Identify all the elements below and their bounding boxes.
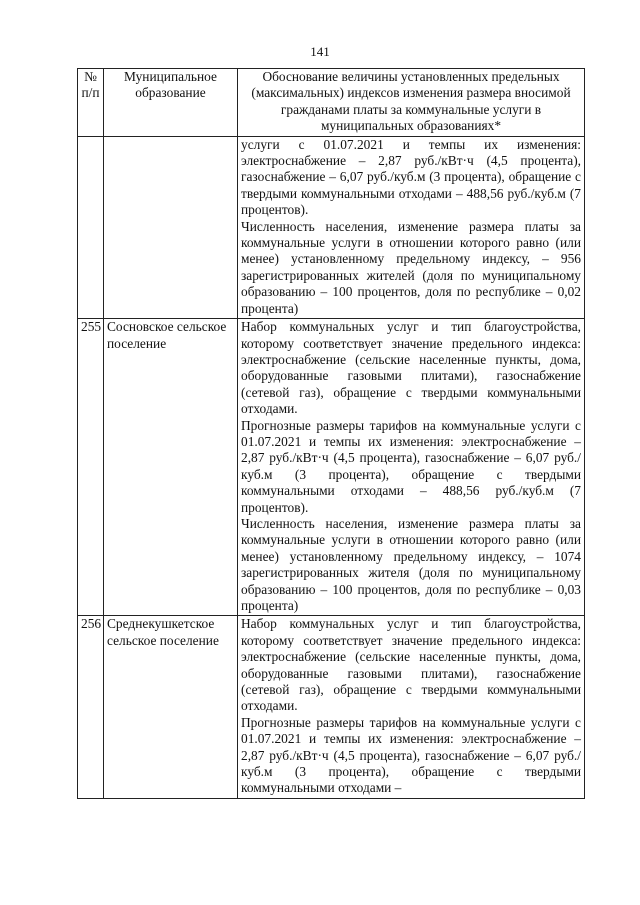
justification-paragraph: услуги с 01.07.2021 и темпы их изменения: электроснабжение – 2,87 руб./кВт·ч (4,5 процента), газоснабжение – 6,07 руб./куб.м (3 процента), обращение с твердыми коммунальными отходами – 488,56 руб./куб.м (7 процентов). <box>241 136 581 218</box>
municipality-name <box>104 136 238 318</box>
justification-cell <box>238 616 585 798</box>
table-row <box>78 319 585 616</box>
municipality-name: Среднекушкетское сельское поселение <box>104 616 238 798</box>
justification-cell <box>238 319 585 616</box>
page-number: 141 <box>310 44 330 59</box>
column-header-justification: Обоснование величины установленных предельных (максимальных) индексов изменения размера вносимой гражданами платы за коммунальные услуги в муниципальных образованиях* <box>238 69 585 137</box>
municipality-name: Сосновское сельское поселение <box>104 319 238 616</box>
column-header-number: № п/п <box>78 69 104 137</box>
indices-table <box>77 68 585 799</box>
justification-paragraph: Численность населения, изменение размера платы за коммунальные услуги в отношении которого равно (или менее) установленному предельному индексу, – 956 зарегистрированных жителей (доля по муниципальному образованию – 100 процентов, доля по республике – 0,02 процента) <box>241 218 581 316</box>
justification-paragraph: Набор коммунальных услуг и тип благоустройства, которому соответствует значение предельного индекса: электроснабжение (сельские населенные пункты, дома, оборудованные газовыми плитами), газоснабжение (сетевой газ), обращение с твердыми коммунальными отходами. <box>241 616 581 714</box>
table-header-row <box>78 69 585 137</box>
justification-paragraph: Численность населения, изменение размера платы за коммунальные услуги в отношении которого равно (или менее) установленному предельному индексу, – 1074 зарегистрированных жителя (доля по муниципальному образованию – 100 процентов, доля по республике – 0,03 процента) <box>241 515 581 613</box>
justification-paragraph: Набор коммунальных услуг и тип благоустройства, которому соответствует значение предельного индекса: электроснабжение (сельские населенные пункты, дома, оборудованные газовыми плитами), газоснабжение (сетевой газ), обращение с твердыми коммунальными отходами. <box>241 319 581 417</box>
column-header-municipality: Муниципальное образование <box>104 69 238 137</box>
row-number: 255 <box>78 319 104 616</box>
justification-cell <box>238 136 585 318</box>
table-row <box>78 616 585 798</box>
justification-paragraph: Прогнозные размеры тарифов на коммунальные услуги с 01.07.2021 и темпы их изменения: электроснабжение – 2,87 руб./кВт·ч (4,5 процента), газоснабжение – 6,07 руб./куб.м (3 процента), обращение с твердыми коммунальными отходами – 488,56 руб./куб.м (7 процентов). <box>241 417 581 515</box>
justification-paragraph: Прогнозные размеры тарифов на коммунальные услуги с 01.07.2021 и темпы их изменения: электроснабжение – 2,87 руб./кВт·ч (4,5 процента), газоснабжение – 6,07 руб./куб.м (3 процента), обращение с твердыми коммунальными отходами – <box>241 714 581 796</box>
row-number: 256 <box>78 616 104 798</box>
table-row <box>78 136 585 318</box>
row-number <box>78 136 104 318</box>
